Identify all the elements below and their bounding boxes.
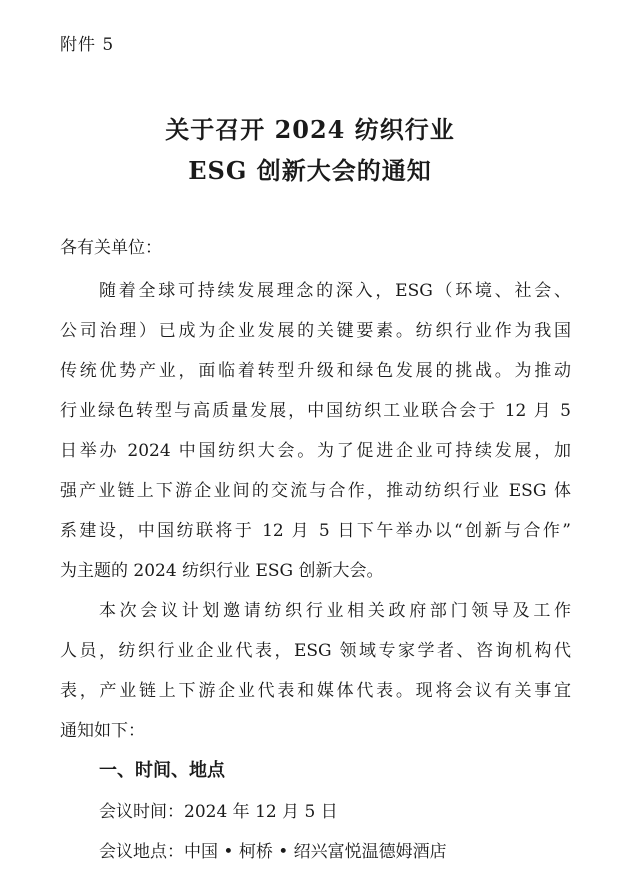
- paragraph-1-line-4: 行业绿色转型与高质量发展，中国纺织工业联合会于 12 月 5: [60, 401, 571, 421]
- document-title-line-2: ESG 创新大会的通知: [188, 156, 432, 185]
- paragraph-1-line-7: 系建设，中国纺联将于 12 月 5 日下午举办以“创新与合作”: [60, 521, 571, 541]
- meeting-time: 会议时间：2024 年 12 月 5 日: [99, 802, 338, 822]
- paragraph-2-line-2: 人员，纺织行业企业代表，ESG 领域专家学者、咨询机构代: [60, 641, 571, 661]
- paragraph-1-line-3: 传统优势产业，面临着转型升级和绿色发展的挑战。为推动: [60, 361, 571, 381]
- meeting-venue: 会议地点：中国 • 柯桥 • 绍兴富悦温德姆酒店: [99, 842, 447, 862]
- salutation: 各有关单位：: [60, 238, 162, 258]
- document-title-line-1: 关于召开 2024 纺织行业: [165, 115, 455, 144]
- paragraph-1-line-6: 强产业链上下游企业间的交流与合作，推动纺织行业 ESG 体: [60, 481, 571, 501]
- attachment-label: 附件 5: [60, 35, 115, 55]
- paragraph-2-line-1: 本次会议计划邀请纺织行业相关政府部门领导及工作: [99, 601, 571, 621]
- paragraph-1-line-5: 日举办 2024 中国纺织大会。为了促进企业可持续发展，加: [60, 441, 571, 461]
- paragraph-1-line-8: 为主题的 2024 纺织行业 ESG 创新大会。: [60, 561, 384, 581]
- paragraph-2-line-4: 通知如下：: [60, 721, 145, 741]
- paragraph-2-line-3: 表，产业链上下游企业代表和媒体代表。现将会议有关事宜: [60, 681, 571, 701]
- paragraph-1-line-2: 公司治理）已成为企业发展的关键要素。纺织行业作为我国: [60, 321, 571, 341]
- section-1-heading: 一、时间、地点: [99, 760, 225, 781]
- paragraph-1-line-1: 随着全球可持续发展理念的深入，ESG（环境、社会、: [99, 281, 571, 301]
